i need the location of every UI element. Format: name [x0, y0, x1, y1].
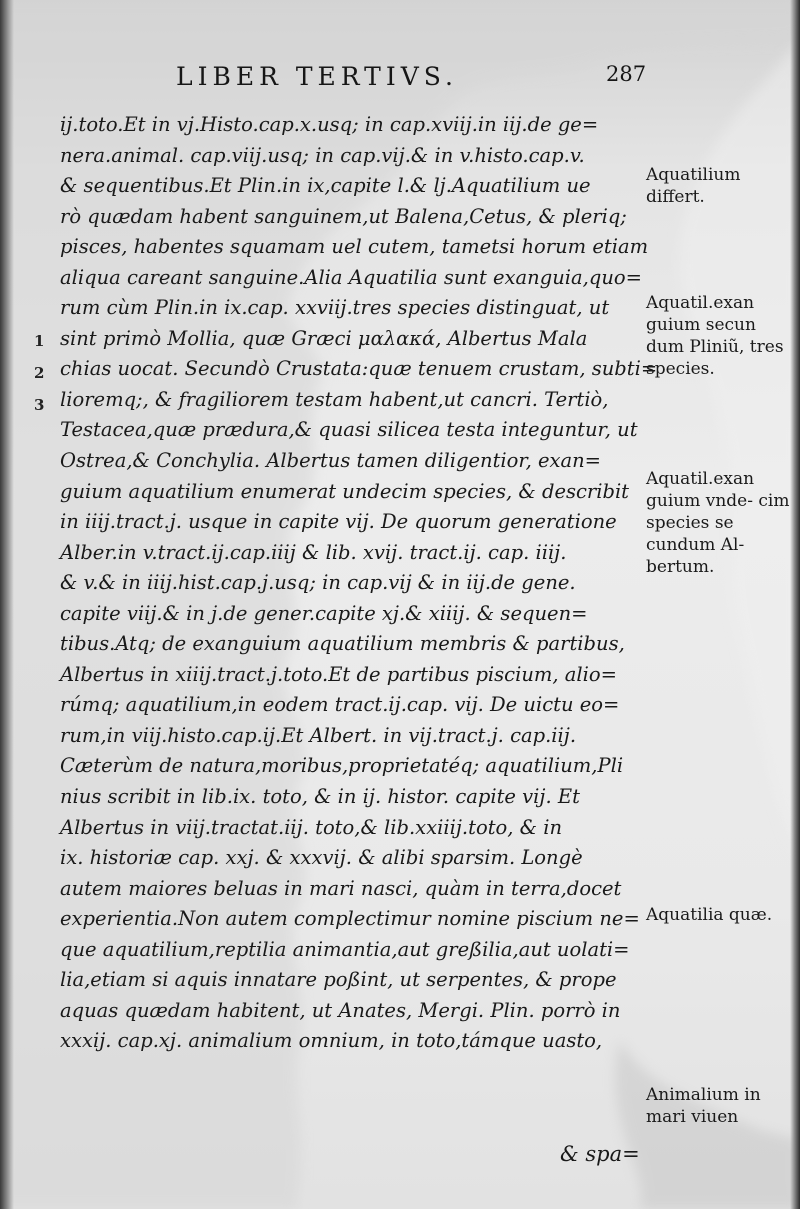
line-number: 2 — [34, 364, 45, 382]
text-line: chias uocat. Secundò Crustata:quæ tenuem crustam, subti= — [60, 357, 658, 381]
page-number: 287 — [606, 62, 647, 86]
text-line: aliqua careant sanguine.Alia Aquatilia sunt exanguia,quo= — [60, 265, 642, 289]
text-line: ij.toto.Et in vj.Histo.cap.x.usq; in cap.xviij.in iij.de ge= — [60, 113, 599, 136]
running-head: LIBER TERTIVS. — [176, 62, 458, 91]
text-line: rúmq; aquatilium,in eodem tract.ij.cap. vij. De uictu eo= — [60, 693, 620, 717]
page-header — [0, 62, 800, 102]
marginal-note: Aquatilia quæ. — [646, 905, 773, 925]
text-line: rum,in viij.histo.cap.ij.Et Albert. in vij.tract.j. cap.iij. — [60, 723, 577, 747]
body-text — [60, 110, 658, 1057]
text-line: xxxij. cap.xj. animalium omnium, in toto,támque uasto, — [60, 1029, 603, 1053]
text-line: Albertus in viij.tractat.iij. toto,& lib.xxiiij.toto, & in — [60, 815, 563, 839]
marginal-note: Aquatil.exan guium vnde- cim species se cundum Al- bertum. — [646, 469, 790, 577]
marginal-note: Animalium in mari viuen — [646, 1085, 761, 1127]
text-line: nera.animal. cap.viij.usq; in cap.vij.& in v.histo.cap.v. — [60, 143, 585, 167]
text-line: capite viij.& in j.de gener.capite xj.& xiiij. & sequen= — [60, 601, 588, 625]
text-line: rò quædam habent sanguinem,ut Balena,Cetus, & pleriq; — [60, 204, 627, 228]
text-line: tibus.Atq; de exanguium aquatilium membris & partibus, — [60, 632, 625, 656]
marginal-note: Aquatil.exan guium secun dum Pliniũ, tres species. — [646, 293, 784, 379]
page-left-edge — [0, 0, 14, 1209]
text-line: Albertus in xiiij.tract.j.toto.Et de partibus piscium, alio= — [60, 662, 617, 686]
text-line: in iiij.tract.j. usque in capite vij. De quorum generatione — [60, 510, 617, 534]
marginal-note: Aquatilium differt. — [646, 165, 741, 207]
text-line: Cæterùm de natura,moribus,proprietatéq; aquatilium,Pli — [60, 754, 624, 778]
text-line: Alber.in v.tract.ij.cap.iiij & lib. xvij. tract.ij. cap. iiij. — [60, 540, 567, 564]
text-line: rum cùm Plin.in ix.cap. xxviij.tres species distinguat, ut — [60, 296, 610, 320]
text-line: lioremq;, & fragiliorem testam habent,ut cancri. Tertiò, — [60, 387, 609, 411]
text-line: pisces, habentes squamam uel cutem, tametsi horum etiam — [60, 235, 649, 259]
text-line: ix. historiæ cap. xxj. & xxxvij. & alibi sparsim. Longè — [60, 846, 583, 870]
text-line: lia,etiam si aquis innatare poßint, ut serpentes, & prope — [60, 968, 617, 992]
text-line: aquas quædam habitent, ut Anates, Mergi. Plin. porrò in — [60, 998, 621, 1022]
line-number: 1 — [34, 332, 45, 350]
line-number: 3 — [34, 396, 45, 414]
text-line: Testacea,quæ prædura,& quasi silicea testa integuntur, ut — [60, 418, 638, 442]
text-line: Ostrea,& Conchylia. Albertus tamen diligentior, exan= — [60, 449, 602, 473]
text-line: autem maiores beluas in mari nasci, quàm in terra,docet — [60, 876, 622, 900]
text-line: sint primò Mollia, quæ Græci μαλακά, Albertus Mala — [60, 326, 588, 350]
text-line: guium aquatilium enumerat undecim species, & describit — [60, 479, 630, 503]
text-line: & v.& in iiij.hist.cap.j.usq; in cap.vij & in iij.de gene. — [60, 571, 576, 595]
catchword: & spa= — [560, 1142, 640, 1166]
text-line: nius scribit in lib.ix. toto, & in ij. histor. capite vij. Et — [60, 785, 580, 809]
text-line: que aquatilium,reptilia animantia,aut greßilia,aut uolati= — [60, 937, 630, 961]
text-line: experientia.Non autem complectimur nomine piscium ne= — [60, 907, 640, 931]
text-line: & sequentibus.Et Plin.in ix,capite l.& lj.Aquatilium ue — [60, 174, 591, 198]
